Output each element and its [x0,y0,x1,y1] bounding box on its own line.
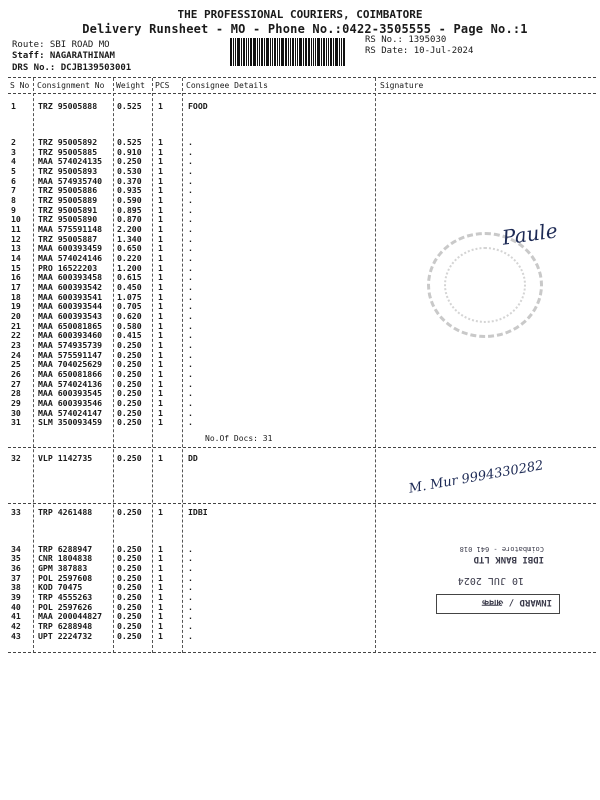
row-consignment: TRZ 95005893 [38,166,98,176]
row-pcs: 1 [158,562,163,573]
row-weight: 0.250 [117,156,142,167]
row-details: . [188,166,193,176]
row-details: . [188,407,193,418]
row-weight: 0.250 [117,407,142,418]
stamp-date: 10 JUL 2024 [457,575,524,586]
row-details: . [188,253,193,264]
row-details: FOOD [188,101,208,111]
row-pcs: 1 [158,253,163,264]
row-weight: 1.075 [117,291,142,302]
row-pcs: 1 [158,301,163,312]
row-details: . [188,137,193,147]
row-consignment: MAA 574024146 [38,253,103,264]
table-row [0,224,380,234]
row-weight: 0.250 [117,630,142,641]
route-label: Route: SBI ROAD MO [12,40,110,50]
row-weight: 0.650 [117,243,142,254]
row-weight: 0.250 [117,553,142,564]
table-row [0,292,380,302]
row-sno: 38 [11,582,21,593]
col-header-signature: Signature [380,81,424,90]
row-pcs: 1 [158,582,163,593]
row-sno: 9 [11,204,16,215]
row-details: DD [188,453,198,463]
row-consignment: MAA 574935740 [38,175,103,186]
row-sno: 11 [11,224,21,235]
row-pcs: 1 [158,214,163,225]
row-consignment: VLP 1142735 [38,453,93,463]
table-row [0,592,380,602]
row-pcs: 1 [158,340,163,351]
row-pcs: 1 [158,388,163,399]
row-details: . [188,156,193,167]
table-row [0,582,380,592]
table-row [0,369,380,379]
row-weight: 0.525 [117,101,142,111]
row-consignment: PRO 16522203 [38,262,98,273]
row-consignment: TRZ 95005892 [38,137,98,147]
row-sno: 40 [11,601,21,612]
header-bottom-rule [8,93,596,94]
row-consignment: MAA 600393542 [38,282,103,293]
row-sno: 20 [11,311,21,322]
row-sno: 42 [11,620,21,631]
row-sno: 35 [11,553,21,564]
row-consignment: TRZ 95005887 [38,233,98,244]
row-weight: 0.250 [117,507,142,517]
row-weight: 0.250 [117,453,142,463]
row-pcs: 1 [158,146,163,157]
table-row [0,631,380,641]
table-row [0,263,380,273]
table-row [0,359,380,369]
row-weight: 0.250 [117,582,142,593]
row-consignment: MAA 650081866 [38,369,103,380]
stamp-branch: Coimbatore - 641 018 [459,545,544,553]
row-consignment: MAA 600393460 [38,330,103,341]
row-consignment: MAA 704025629 [38,359,103,370]
row-sno: 16 [11,272,21,283]
row-details: . [188,359,193,370]
row-pcs: 1 [158,166,163,176]
row-consignment: TRZ 95005890 [38,214,98,225]
signature-1: Paule [500,218,560,250]
row-weight: 1.200 [117,262,142,273]
row-details: . [188,562,193,573]
signature-2: M. Mur 9994330282 [407,458,545,497]
row-details: . [188,572,193,583]
row-details: . [188,282,193,293]
row-consignment: POL 2597608 [38,572,93,583]
table-row [0,137,380,147]
row-sno: 7 [11,185,16,196]
row-weight: 0.705 [117,301,142,312]
row-details: . [188,378,193,389]
row-details: . [188,611,193,622]
row-pcs: 1 [158,156,163,167]
row-weight: 0.370 [117,175,142,186]
row-consignment: MAA 574024135 [38,156,103,167]
row-pcs: 1 [158,311,163,322]
row-sno: 2 [11,137,16,147]
row-weight: 0.910 [117,146,142,157]
row-pcs: 1 [158,291,163,302]
group-separator [8,503,596,504]
row-pcs: 1 [158,417,163,428]
row-details: . [188,272,193,283]
row-pcs: 1 [158,175,163,186]
row-pcs: 1 [158,262,163,273]
row-pcs: 1 [158,601,163,612]
table-row [0,350,380,360]
runsheet-subtitle: Delivery Runsheet - MO - Phone No.:0422-3505555 - Page No.:1 [82,22,528,36]
row-weight: 0.250 [117,562,142,573]
row-details: . [188,175,193,186]
row-weight: 0.250 [117,398,142,409]
table-bottom-rule [8,652,596,653]
row-weight: 0.250 [117,620,142,631]
row-sno: 41 [11,611,21,622]
row-consignment: POL 2597626 [38,601,93,612]
table-row [0,243,380,253]
row-pcs: 1 [158,330,163,341]
row-sno: 13 [11,243,21,254]
table-row [0,301,380,311]
col-header-sno: S No [10,81,30,90]
row-sno: 34 [11,543,21,554]
row-details: . [188,543,193,554]
row-sno: 23 [11,340,21,351]
row-weight: 0.525 [117,137,142,147]
table-row [0,234,380,244]
table-row [0,282,380,292]
round-seal-stamp [427,232,543,338]
row-details: . [188,417,193,428]
row-details: IDBI [188,507,208,517]
table-row [0,205,380,215]
row-weight: 0.870 [117,214,142,225]
row-consignment: TRP 4555263 [38,591,93,602]
row-sno: 22 [11,330,21,341]
table-row [0,553,380,563]
table-row [0,408,380,418]
row-weight: 0.250 [117,378,142,389]
row-pcs: 1 [158,282,163,293]
row-pcs: 1 [158,204,163,215]
table-row [0,417,380,427]
row-sno: 29 [11,398,21,409]
table-row [0,453,380,463]
row-sno: 39 [11,591,21,602]
row-sno: 25 [11,359,21,370]
col-header-weight: Weight [116,81,145,90]
table-row [0,398,380,408]
row-weight: 0.580 [117,320,142,331]
row-pcs: 1 [158,453,163,463]
row-sno: 31 [11,417,21,428]
row-consignment: MAA 575591147 [38,349,103,360]
col-header-details: Consignee Details [186,81,268,90]
row-weight: 0.415 [117,330,142,341]
row-weight: 0.220 [117,253,142,264]
col-header-consignment: Consignment No [37,81,105,90]
row-pcs: 1 [158,233,163,244]
row-pcs: 1 [158,359,163,370]
row-consignment: MAA 600393543 [38,311,103,322]
row-weight: 0.250 [117,349,142,360]
row-pcs: 1 [158,272,163,283]
row-pcs: 1 [158,369,163,380]
row-consignment: MAA 600393545 [38,388,103,399]
row-details: . [188,195,193,206]
rs-date: RS Date: 10-Jul-2024 [365,46,474,56]
row-weight: 0.250 [117,359,142,370]
row-pcs: 1 [158,543,163,554]
row-details: . [188,146,193,157]
row-sno: 15 [11,262,21,273]
row-details: . [188,243,193,254]
row-details: . [188,204,193,215]
row-pcs: 1 [158,243,163,254]
row-consignment: MAA 600393541 [38,291,103,302]
drs-number: DRS No.: DCJB139503001 [12,63,132,73]
row-sno: 19 [11,301,21,312]
table-row [0,214,380,224]
row-details: . [188,311,193,322]
row-details: . [188,340,193,351]
table-row [0,156,380,166]
row-pcs: 1 [158,349,163,360]
row-weight: 2.200 [117,224,142,235]
row-pcs: 1 [158,195,163,206]
row-weight: 0.250 [117,611,142,622]
row-consignment: SLM 350093459 [38,417,103,428]
barcode [230,38,358,66]
row-details: . [188,591,193,602]
row-sno: 17 [11,282,21,293]
row-consignment: TRP 6288947 [38,543,93,554]
row-weight: 0.590 [117,195,142,206]
row-consignment: KOD 70475 [38,582,83,593]
row-pcs: 1 [158,185,163,196]
row-sno: 43 [11,630,21,641]
row-details: . [188,330,193,341]
table-row [0,573,380,583]
row-details: . [188,262,193,273]
table-row [0,621,380,631]
row-sno: 4 [11,156,16,167]
row-sno: 1 [11,101,16,111]
row-consignment: MAA 600393458 [38,272,103,283]
table-row [0,195,380,205]
row-pcs: 1 [158,407,163,418]
row-pcs: 1 [158,320,163,331]
row-weight: 0.615 [117,272,142,283]
row-weight: 0.250 [117,417,142,428]
row-pcs: 1 [158,572,163,583]
row-pcs: 1 [158,398,163,409]
table-row [0,330,380,340]
row-sno: 32 [11,453,21,463]
row-details: . [188,233,193,244]
row-sno: 30 [11,407,21,418]
row-details: . [188,349,193,360]
row-sno: 6 [11,175,16,186]
row-details: . [188,320,193,331]
inward-stamp [432,532,564,616]
row-consignment: CNR 1804838 [38,553,93,564]
row-consignment: MAA 600393546 [38,398,103,409]
row-pcs: 1 [158,378,163,389]
row-details: . [188,185,193,196]
table-row [0,507,380,517]
row-pcs: 1 [158,553,163,564]
row-details: . [188,630,193,641]
row-sno: 33 [11,507,21,517]
row-details: . [188,224,193,235]
row-weight: 0.250 [117,601,142,612]
table-row [0,147,380,157]
row-weight: 0.250 [117,369,142,380]
col-header-pcs: PCS [155,81,170,90]
table-row [0,321,380,331]
row-pcs: 1 [158,591,163,602]
row-details: . [188,620,193,631]
docs-count: No.Of Docs: 31 [205,434,273,443]
row-consignment: TRZ 95005885 [38,146,98,157]
row-details: . [188,553,193,564]
row-sno: 14 [11,253,21,264]
header-top-rule [8,77,596,78]
row-details: . [188,369,193,380]
row-consignment: TRZ 95005888 [38,101,98,111]
row-details: . [188,582,193,593]
row-weight: 0.250 [117,340,142,351]
row-weight: 0.450 [117,282,142,293]
staff-label: Staff: NAGARATHINAM [12,51,115,61]
row-weight: 1.340 [117,233,142,244]
row-sno: 37 [11,572,21,583]
rs-number: RS No.: 1395030 [365,35,447,45]
row-details: . [188,398,193,409]
row-consignment: MAA 574024136 [38,378,103,389]
row-sno: 5 [11,166,16,176]
table-row [0,388,380,398]
row-consignment: UPT 2224732 [38,630,93,641]
row-consignment: MAA 600393459 [38,243,103,254]
row-weight: 0.620 [117,311,142,322]
row-sno: 18 [11,291,21,302]
table-row [0,563,380,573]
table-row [0,253,380,263]
row-pcs: 1 [158,507,163,517]
table-row [0,166,380,176]
company-title: THE PROFESSIONAL COURIERS, COIMBATORE [177,8,423,21]
table-row [0,185,380,195]
row-weight: 0.935 [117,185,142,196]
row-sno: 12 [11,233,21,244]
row-consignment: MAA 574024147 [38,407,103,418]
stamp-inward-text: INWARD / आवक [482,597,552,607]
row-sno: 36 [11,562,21,573]
row-details: . [188,601,193,612]
row-sno: 10 [11,214,21,225]
row-weight: 0.250 [117,591,142,602]
table-row [0,176,380,186]
table-row [0,602,380,612]
table-row [0,611,380,621]
row-consignment: TRP 6288948 [38,620,93,631]
row-pcs: 1 [158,611,163,622]
table-row [0,379,380,389]
row-details: . [188,301,193,312]
row-details: . [188,291,193,302]
table-row [0,311,380,321]
row-consignment: MAA 574935739 [38,340,103,351]
row-weight: 0.250 [117,388,142,399]
row-pcs: 1 [158,101,163,111]
row-consignment: TRZ 95005886 [38,185,98,196]
table-row [0,340,380,350]
row-consignment: GPM 387883 [38,562,88,573]
row-sno: 24 [11,349,21,360]
row-pcs: 1 [158,630,163,641]
row-sno: 27 [11,378,21,389]
row-sno: 3 [11,146,16,157]
row-sno: 8 [11,195,16,206]
group-separator [8,447,596,448]
row-details: . [188,388,193,399]
row-weight: 0.530 [117,166,142,176]
row-sno: 26 [11,369,21,380]
table-row [0,101,380,111]
row-weight: 0.250 [117,543,142,554]
row-sno: 21 [11,320,21,331]
row-pcs: 1 [158,620,163,631]
table-row [0,272,380,282]
row-sno: 28 [11,388,21,399]
row-consignment: MAA 575591148 [38,224,103,235]
row-consignment: TRZ 95005889 [38,195,98,206]
row-pcs: 1 [158,224,163,235]
stamp-bank: IDBI BANK LTD [473,554,544,564]
row-consignment: MAA 200044827 [38,611,103,622]
row-consignment: TRZ 95005891 [38,204,98,215]
table-row [0,544,380,554]
row-consignment: MAA 650081865 [38,320,103,331]
row-pcs: 1 [158,137,163,147]
row-consignment: TRP 4261488 [38,507,93,517]
row-details: . [188,214,193,225]
row-weight: 0.250 [117,572,142,583]
row-consignment: MAA 600393544 [38,301,103,312]
row-weight: 0.895 [117,204,142,215]
